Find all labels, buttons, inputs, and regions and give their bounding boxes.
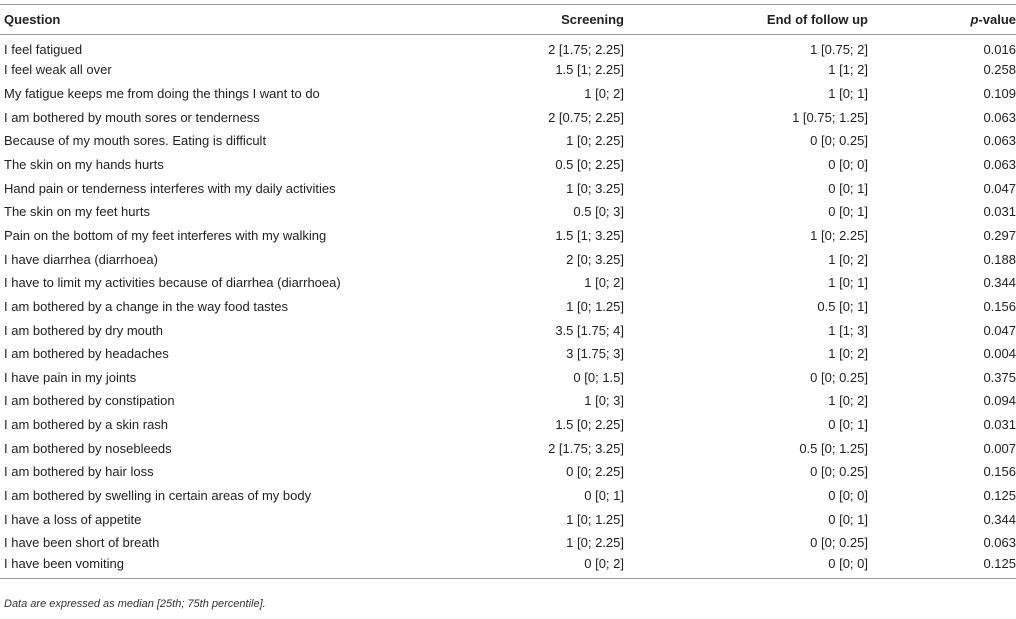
cell-screening: 1.5 [1; 2.25]	[555, 62, 624, 78]
cell-p-value: 0.297	[983, 227, 1016, 243]
cell-question: I feel fatigued	[4, 42, 83, 58]
cell-end-of-follow-up: 0 [0; 1]	[828, 204, 868, 220]
cell-question: I am bothered by a change in the way food tastes	[4, 298, 289, 314]
header-p-italic: p	[970, 12, 979, 27]
cell-end-of-follow-up: 0 [0; 0.25]	[810, 133, 868, 149]
cell-screening: 1 [0; 2]	[584, 86, 624, 102]
cell-screening: 1 [0; 2.25]	[566, 535, 624, 551]
cell-end-of-follow-up: 1 [0.75; 2]	[810, 42, 868, 58]
cell-question: I am bothered by hair loss	[4, 464, 154, 480]
header-screening: Screening	[404, 5, 624, 35]
cell-end-of-follow-up: 0 [0; 1]	[828, 417, 868, 433]
table-row	[0, 365, 1016, 389]
cell-p-value: 0.047	[983, 180, 1016, 196]
cell-screening: 0 [0; 1.5]	[573, 369, 624, 385]
cell-p-value: 0.375	[983, 369, 1016, 385]
header-question: Question	[0, 5, 404, 35]
cell-end-of-follow-up: 0 [0; 0.25]	[810, 535, 868, 551]
cell-p-value: 0.156	[983, 464, 1016, 480]
table-row	[0, 176, 1016, 200]
cell-question: I feel weak all over	[4, 62, 112, 78]
table-row	[0, 507, 1016, 531]
cell-screening: 1 [0; 1.25]	[566, 298, 624, 314]
table-row	[0, 413, 1016, 437]
cell-question: Hand pain or tenderness interferes with my daily activities	[4, 180, 336, 196]
cell-question: I am bothered by a skin rash	[4, 417, 169, 433]
cell-p-value: 0.016	[983, 42, 1016, 58]
cell-p-value: 0.344	[983, 275, 1016, 291]
cell-end-of-follow-up: 1 [0; 2.25]	[810, 227, 868, 243]
cell-end-of-follow-up: 0 [0; 0.25]	[810, 369, 868, 385]
cell-end-of-follow-up: 1 [0; 1]	[828, 86, 868, 102]
table-footnote: Data are expressed as median [25th; 75th percentile].	[4, 598, 266, 610]
cell-p-value: 0.344	[983, 511, 1016, 527]
cell-end-of-follow-up: 1 [1; 3]	[828, 322, 868, 338]
cell-screening: 3.5 [1.75; 4]	[555, 322, 624, 338]
questionnaire-table	[0, 4, 1016, 579]
cell-screening: 0 [0; 2.25]	[566, 464, 624, 480]
cell-end-of-follow-up: 0 [0; 1]	[828, 180, 868, 196]
cell-end-of-follow-up: 0 [0; 0]	[828, 157, 868, 173]
cell-p-value: 0.125	[983, 555, 1016, 571]
table-row	[0, 318, 1016, 342]
cell-question: Pain on the bottom of my feet interferes with my walking	[4, 227, 327, 243]
cell-screening: 2 [0; 3.25]	[566, 251, 624, 267]
cell-p-value: 0.109	[983, 86, 1016, 102]
cell-end-of-follow-up: 0.5 [0; 1]	[817, 298, 868, 314]
cell-screening: 1 [0; 1.25]	[566, 511, 624, 527]
cell-p-value: 0.047	[983, 322, 1016, 338]
cell-p-value: 0.156	[983, 298, 1016, 314]
header-p-value	[868, 5, 1016, 35]
header-p-suffix: -value	[978, 12, 1016, 27]
table-row	[0, 129, 1016, 153]
table-row	[0, 35, 1016, 59]
cell-p-value: 0.063	[983, 133, 1016, 149]
table-body	[0, 35, 1016, 579]
table-row	[0, 295, 1016, 319]
cell-end-of-follow-up: 1 [0; 1]	[828, 275, 868, 291]
table-row	[0, 271, 1016, 295]
cell-screening: 3 [1.75; 3]	[566, 346, 624, 362]
table-row	[0, 58, 1016, 82]
table-row	[0, 200, 1016, 224]
cell-end-of-follow-up: 1 [0; 2]	[828, 251, 868, 267]
cell-question: Because of my mouth sores. Eating is difficult	[4, 133, 267, 149]
cell-end-of-follow-up: 1 [0; 2]	[828, 393, 868, 409]
table-row	[0, 105, 1016, 129]
table-row	[0, 342, 1016, 366]
cell-screening: 1 [0; 3]	[584, 393, 624, 409]
cell-question: The skin on my feet hurts	[4, 204, 150, 220]
cell-screening: 0 [0; 2]	[584, 555, 624, 571]
cell-screening: 0.5 [0; 3]	[573, 204, 624, 220]
table-header	[0, 5, 1016, 35]
table-row	[0, 460, 1016, 484]
header-row	[0, 5, 1016, 35]
table-row	[0, 82, 1016, 106]
table-row	[0, 436, 1016, 460]
cell-question: I have been vomiting	[4, 555, 124, 571]
cell-end-of-follow-up: 0 [0; 1]	[828, 511, 868, 527]
cell-question: I have a loss of appetite	[4, 511, 142, 527]
cell-screening: 1 [0; 2]	[584, 275, 624, 291]
cell-end-of-follow-up: 0 [0; 0]	[828, 555, 868, 571]
cell-p-value: 0.063	[983, 109, 1016, 125]
cell-end-of-follow-up: 0.5 [0; 1.25]	[799, 440, 868, 456]
cell-end-of-follow-up: 1 [1; 2]	[828, 62, 868, 78]
cell-screening: 1.5 [0; 2.25]	[555, 417, 624, 433]
cell-end-of-follow-up: 0 [0; 0]	[828, 487, 868, 503]
cell-screening: 2 [1.75; 2.25]	[548, 42, 624, 58]
header-end-of-follow-up: End of follow up	[624, 5, 868, 35]
cell-p-value: 0.063	[983, 157, 1016, 173]
cell-question: I am bothered by headaches	[4, 346, 169, 362]
cell-question: I have pain in my joints	[4, 369, 137, 385]
cell-screening: 1 [0; 2.25]	[566, 133, 624, 149]
cell-question: I am bothered by swelling in certain areas of my body	[4, 487, 312, 503]
cell-end-of-follow-up: 0 [0; 0.25]	[810, 464, 868, 480]
cell-screening: 2 [1.75; 3.25]	[548, 440, 624, 456]
cell-end-of-follow-up: 1 [0; 2]	[828, 346, 868, 362]
cell-screening: 2 [0.75; 2.25]	[548, 109, 624, 125]
table-row	[0, 555, 1016, 579]
cell-p-value: 0.063	[983, 535, 1016, 551]
cell-p-value: 0.125	[983, 487, 1016, 503]
cell-question: I am bothered by dry mouth	[4, 322, 163, 338]
cell-p-value: 0.031	[983, 204, 1016, 220]
cell-p-value: 0.094	[983, 393, 1016, 409]
cell-screening: 0.5 [0; 2.25]	[555, 157, 624, 173]
table-row	[0, 224, 1016, 248]
cell-question: My fatigue keeps me from doing the things I want to do	[4, 86, 320, 102]
cell-question: I have diarrhea (diarrhoea)	[4, 251, 158, 267]
cell-end-of-follow-up: 1 [0.75; 1.25]	[792, 109, 868, 125]
cell-p-value: 0.258	[983, 62, 1016, 78]
cell-screening: 0 [0; 1]	[584, 487, 624, 503]
table-row	[0, 531, 1016, 555]
table-row	[0, 389, 1016, 413]
cell-p-value: 0.007	[983, 440, 1016, 456]
cell-screening: 1 [0; 3.25]	[566, 180, 624, 196]
cell-p-value: 0.188	[983, 251, 1016, 267]
cell-question: I am bothered by mouth sores or tenderness	[4, 109, 260, 125]
cell-question: The skin on my hands hurts	[4, 157, 164, 173]
cell-question: I have to limit my activities because of diarrhea (diarrhoea)	[4, 275, 341, 291]
table-row	[0, 484, 1016, 508]
table-row	[0, 247, 1016, 271]
cell-p-value: 0.031	[983, 417, 1016, 433]
cell-p-value: 0.004	[983, 346, 1016, 362]
cell-question: I am bothered by constipation	[4, 393, 175, 409]
cell-question: I have been short of breath	[4, 535, 160, 551]
table-row	[0, 153, 1016, 177]
cell-question: I am bothered by nosebleeds	[4, 440, 172, 456]
cell-screening: 1.5 [1; 3.25]	[555, 227, 624, 243]
